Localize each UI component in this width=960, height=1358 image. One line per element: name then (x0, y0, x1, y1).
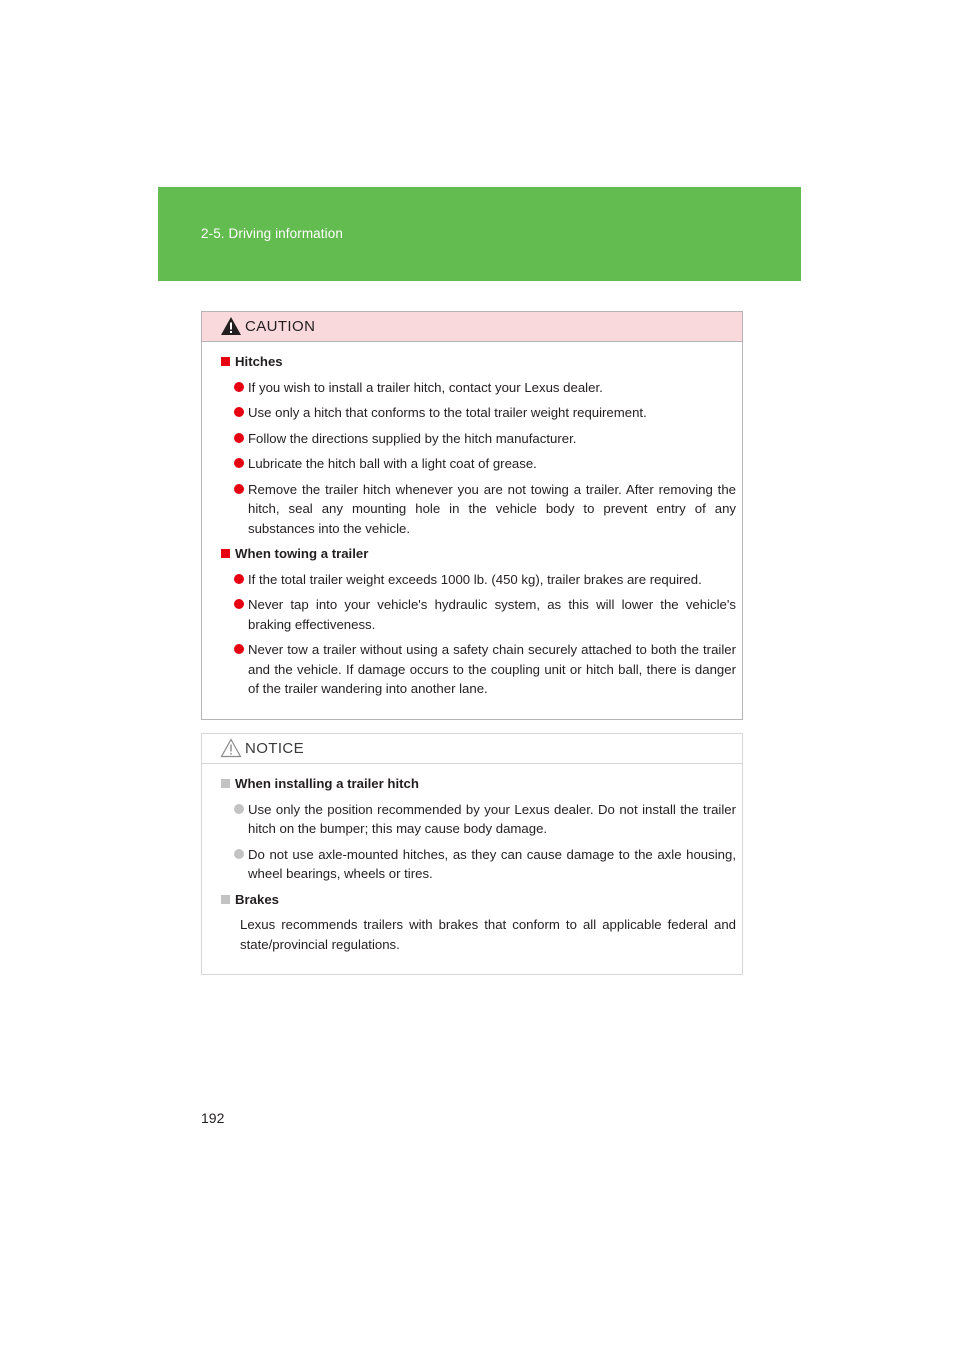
caution-box (201, 311, 743, 720)
caution-header (202, 312, 742, 342)
bullet-dot-icon (234, 849, 244, 859)
notice-header (202, 734, 742, 764)
notice-body (202, 764, 742, 954)
section-heading: Brakes (221, 890, 736, 910)
bullet-dot-icon (234, 574, 244, 584)
list-item: Lubricate the hitch ball with a light coat of grease. (234, 454, 736, 474)
section-header (158, 187, 801, 281)
section-title: 2-5. Driving information (201, 226, 343, 241)
bullet-dot-icon (234, 804, 244, 814)
square-marker-icon (221, 779, 230, 788)
paragraph: Lexus recommends trailers with brakes that conform to all applicable federal and state/provincial regulations. (240, 917, 736, 952)
caution-body (202, 342, 742, 699)
list-item: Follow the directions supplied by the hitch manufacturer. (234, 429, 736, 449)
bullet-dot-icon (234, 382, 244, 392)
caution-label: CAUTION (245, 318, 316, 335)
list-item: Remove the trailer hitch whenever you are not towing a trailer. After removing the hitch, seal any mounting hole in the vehicle body to prevent entry of any substances into the vehicle. (234, 480, 736, 539)
list-item: Never tow a trailer without using a safety chain securely attached to both the trailer and the vehicle. If damage occurs to the coupling unit or hitch ball, there is danger of the trailer wandering into another lane. (234, 640, 736, 699)
notice-label: NOTICE (245, 740, 305, 757)
bullet-dot-icon (234, 644, 244, 654)
section-heading: Hitches (221, 352, 736, 372)
list-item: Use only a hitch that conforms to the total trailer weight requirement. (234, 403, 736, 423)
bullet-dot-icon (234, 484, 244, 494)
list-item: Never tap into your vehicle's hydraulic system, as this will lower the vehicle's braking effectiveness. (234, 595, 736, 634)
square-marker-icon (221, 895, 230, 904)
list-item: Use only the position recommended by your Lexus dealer. Do not install the trailer hitch on the bumper; this may cause body damage. (234, 800, 736, 839)
list-item: Do not use axle-mounted hitches, as they can cause damage to the axle housing, wheel bearings, wheels or tires. (234, 845, 736, 884)
notice-box (201, 733, 743, 975)
page-number: 192 (201, 1110, 225, 1126)
bullet-dot-icon (234, 407, 244, 417)
bullet-dot-icon (234, 433, 244, 443)
list-item: If the total trailer weight exceeds 1000 lb. (450 kg), trailer brakes are required. (234, 570, 736, 590)
bullet-dot-icon (234, 458, 244, 468)
section-heading: When towing a trailer (221, 544, 736, 564)
section-heading: When installing a trailer hitch (221, 774, 736, 794)
warning-triangle-icon (220, 316, 242, 336)
square-marker-icon (221, 357, 230, 366)
list-item: If you wish to install a trailer hitch, contact your Lexus dealer. (234, 378, 736, 398)
warning-triangle-outline-icon (220, 738, 242, 758)
bullet-dot-icon (234, 599, 244, 609)
square-marker-icon (221, 549, 230, 558)
